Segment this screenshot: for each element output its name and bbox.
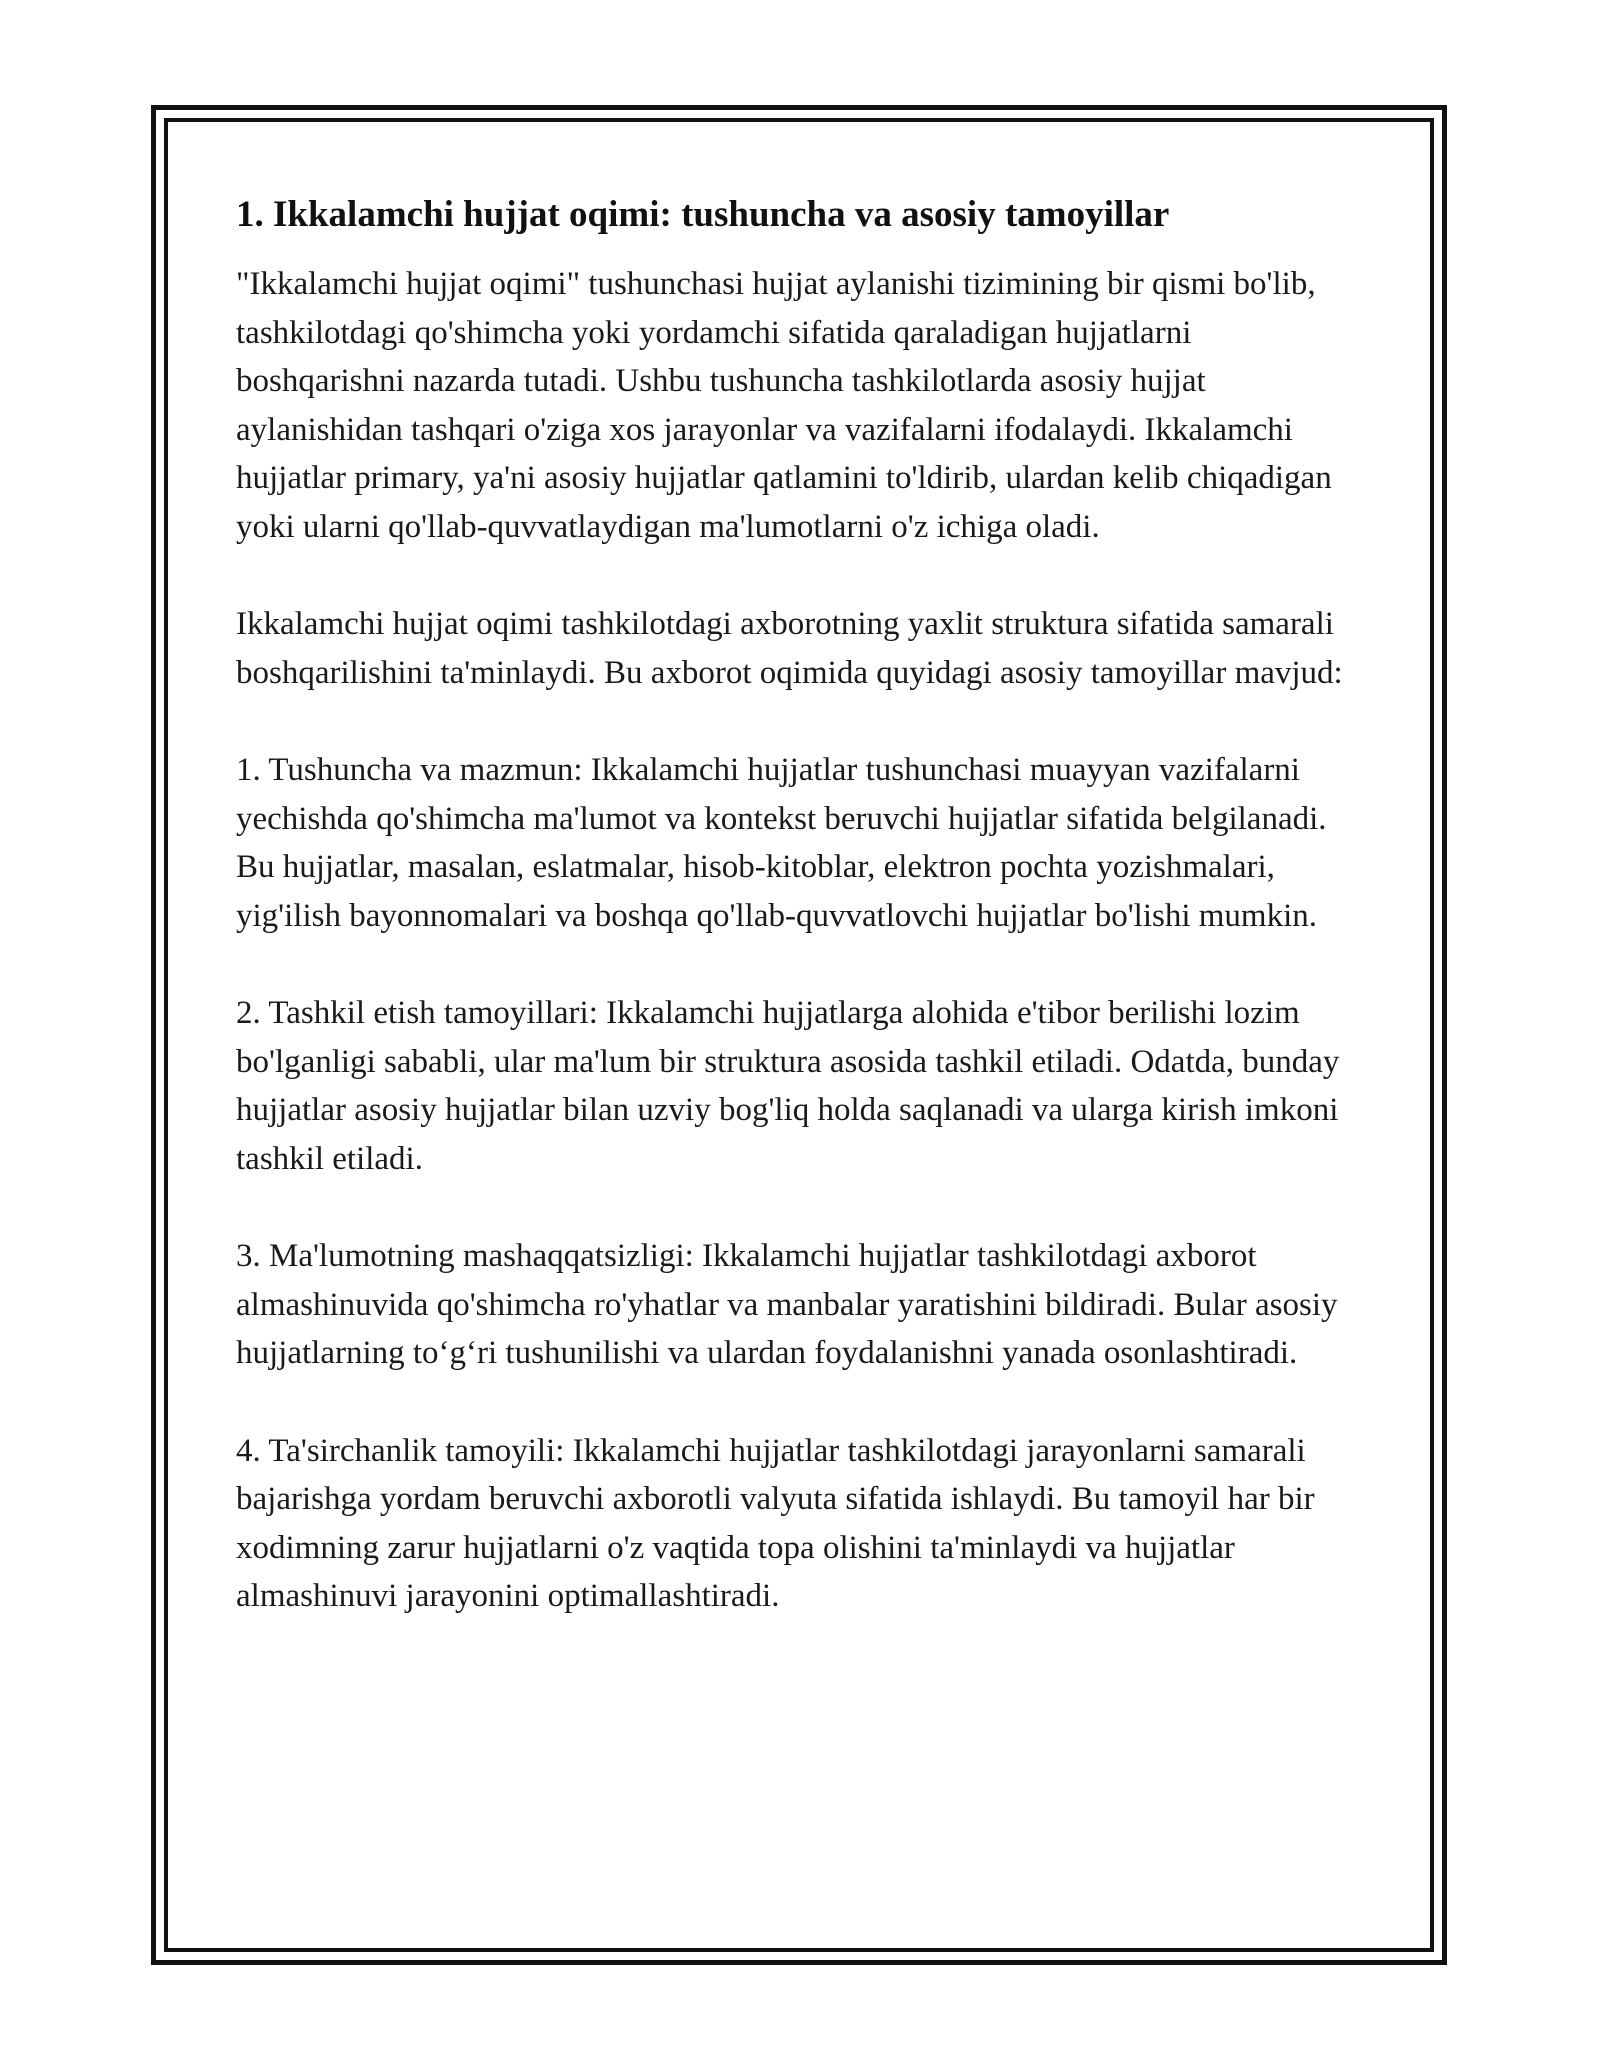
paragraph-intro: "Ikkalamchi hujjat oqimi" tushunchasi hujjat aylanishi tizimining bir qismi bo'lib, tashkilotdagi qo'shimcha yoki yordamchi sifatida qaraladigan hujjatlarni boshqarishni nazarda tutadi. Ushbu tushuncha tashkilotlarda asosiy hujjat aylanishidan tashqari o'ziga xos jarayonlar va vazifalarni ifodalaydi. Ikkalamchi hujjatlar primary, ya'ni asosiy hujjatlar qatlamini to'ldirib, ulardan kelib chiqadigan yoki ularni qo'llab-quvvatlaydigan ma'lumotlarni o'z ichiga oladi.	[236, 266, 1332, 545]
paragraph-principle-2: 2. Tashkil etish tamoyillari: Ikkalamchi hujjatlarga alohida e'tibor berilishi lozim bo'lganligi sababli, ular ma'lum bir struktura asosida tashkil etiladi. Odatda, bunday hujjatlar asosiy hujjatlar bilan uzviy bog'liq holda saqlanadi va ularga kirish imkoni tashkil etiladi.	[236, 995, 1340, 1177]
paragraph-principle-1: 1. Tushuncha va mazmun: Ikkalamchi hujjatlar tushunchasi muayyan vazifalarni yechishda qo'shimcha ma'lumot va kontekst beruvchi hujjatlar sifatida belgilanadi. Bu hujjatlar, masalan, eslatmalar, hisob-kitoblar, elektron pochta yozishmalari, yig'ilish bayonnomalari va boshqa qo'llab-quvvatlovchi hujjatlar bo'lishi mumkin.	[236, 752, 1327, 934]
paragraph-principle-3: 3. Ma'lumotning mashaqqatsizligi: Ikkalamchi hujjatlar tashkilotdagi axborot almashinuvida qo'shimcha ro'yhatlar va manbalar yaratishini bildiradi. Bular asosiy hujjatlarning to‘g‘ri tushunilishi va ulardan foydalanishni yanada osonlashtiradi.	[236, 1238, 1338, 1371]
paragraph-principles-lead: Ikkalamchi hujjat oqimi tashkilotdagi axborotning yaxlit struktura sifatida samarali boshqarilishini ta'minlaydi. Bu axborot oqimida quyidagi asosiy tamoyillar mavjud:	[236, 606, 1343, 691]
paragraph-principle-4: 4. Ta'sirchanlik tamoyili: Ikkalamchi hujjatlar tashkilotdagi jarayonlarni samarali bajarishga yordam beruvchi axborotli valyuta sifatida ishlaydi. Bu tamoyil har bir xodimning zarur hujjatlarni o'z vaqtida topa olishini ta'minlaydi va hujjatlar almashinuvi jarayonini optimallashtiradi.	[236, 1432, 1315, 1614]
section-title: 1. Ikkalamchi hujjat oqimi: tushuncha va asosiy tamoyillar	[236, 194, 1170, 235]
document-body	[236, 190, 1366, 1670]
